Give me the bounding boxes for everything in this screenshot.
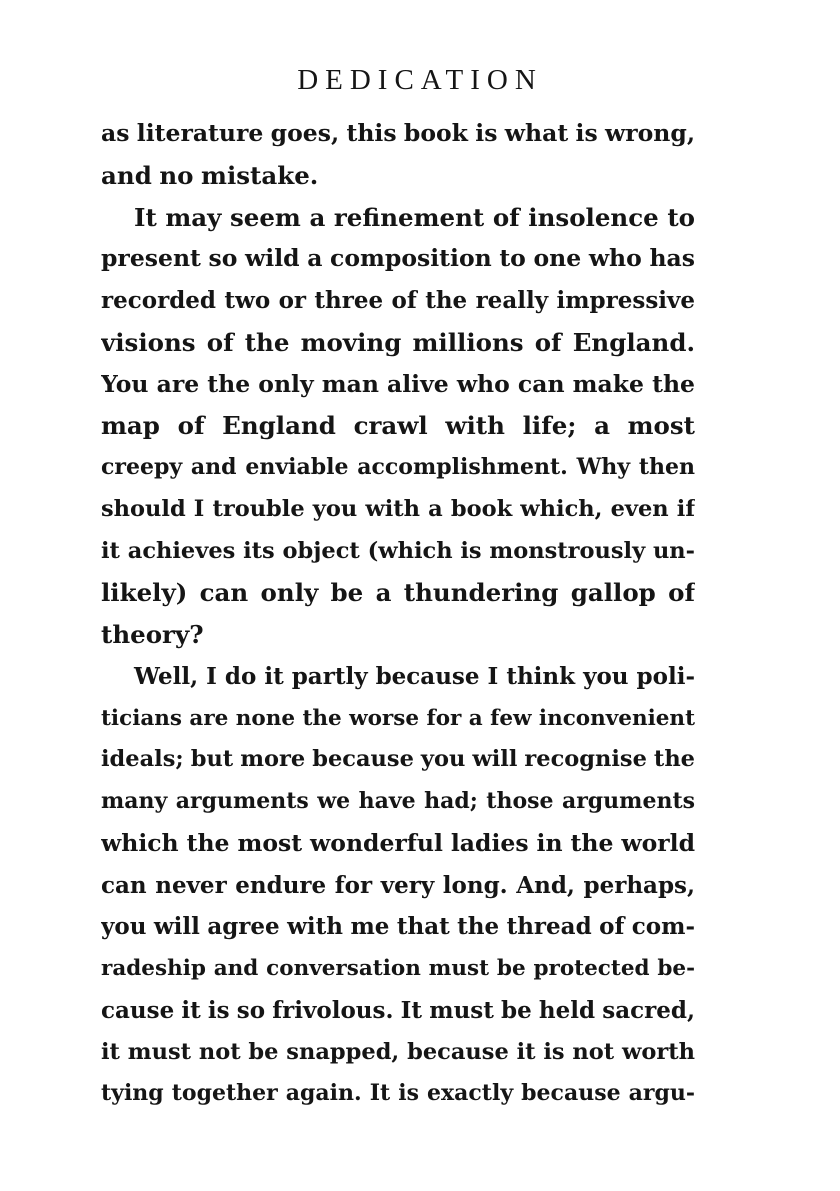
text-line: cause it is so frivolous. It must be held sacred, [101,996,695,1024]
text-line: ticians are none the worse for a few inconvenient [101,705,695,731]
text-line: many arguments we have had; those arguments [101,788,695,814]
text-line: it must not be snapped, because it is not worth [101,1038,695,1065]
text-line: It may seem a refinement of insolence to [134,202,695,232]
text-line: theory? [101,620,204,649]
text-line: present so wild a composition to one who has [101,244,695,273]
text-line: Well, I do it partly because I think you poli- [134,662,695,690]
text-line: can never endure for very long. And, perhaps, [101,871,695,899]
text-line: You are the only man alive who can make the [101,369,695,398]
text-line: it achieves its object (which is monstrously un- [101,537,695,564]
text-line: you will agree with me that the thread of com- [101,913,695,941]
text-line: as literature goes, this book is what is wrong, [101,119,695,147]
text-line: should I trouble you with a book which, even if [101,495,695,522]
text-line: recorded two or three of the really impressive [101,287,695,314]
text-line: tying together again. It is exactly because argu- [101,1080,695,1107]
text-line: map of England crawl with life; a most [101,411,695,441]
text-line: radeship and conversation must be protected be- [101,956,695,981]
text-line: visions of the moving millions of England. [101,327,695,357]
text-line: likely) can only be a thundering gallop of [101,578,695,608]
text-line: ideals; but more because you will recognise the [101,746,695,773]
body-text [101,113,695,1115]
text-line: which the most wonderful ladies in the world [101,828,695,857]
text-line: and no mistake. [101,160,319,190]
running-head: DEDICATION [297,64,543,96]
text-line: creepy and enviable accomplishment. Why then [101,454,695,480]
